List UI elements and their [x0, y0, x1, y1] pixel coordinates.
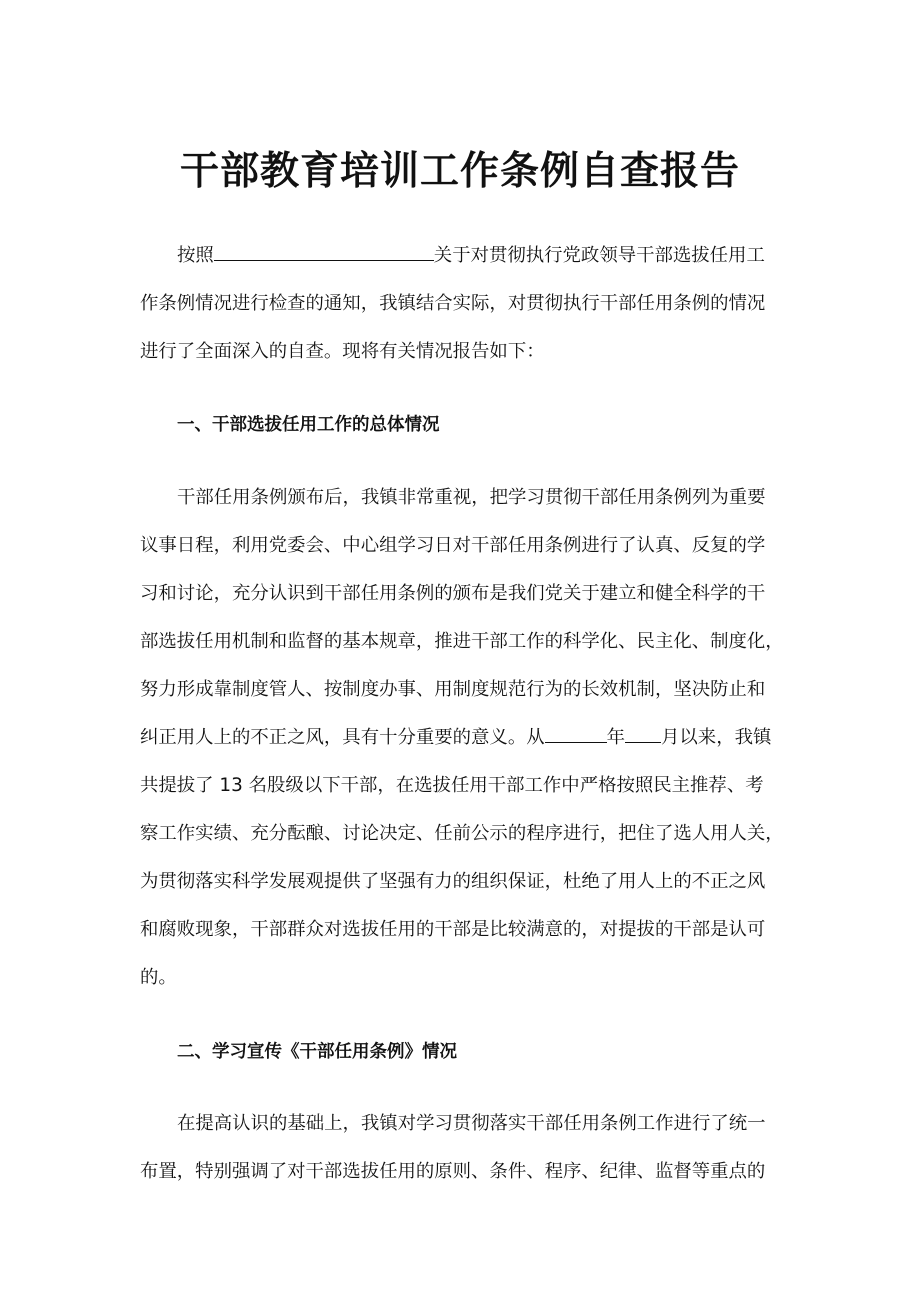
document-title: 干部教育培训工作条例自查报告: [179, 149, 740, 194]
section-1-line-6: [140, 726, 771, 750]
blank-field-month: [625, 726, 661, 743]
section-1-line-2: 议事日程，利用党委会、中心组学习日对干部任用条例进行了认真、反复的学: [140, 535, 766, 556]
intro-line-2: 作条例情况进行检查的通知，我镇结合实际，对贯彻执行干部任用条例的情况: [140, 293, 766, 314]
intro-line-3: 进行了全面深入的自查。现将有关情况报告如下：: [140, 341, 545, 362]
section-2-line-1: 在提高认识的基础上，我镇对学习贯彻落实干部任用条例工作进行了统一: [177, 1113, 766, 1134]
section-2-heading: 二、学习宣传《干部任用条例》情况: [177, 1042, 457, 1062]
section-1-line-6-prefix: 纠正用人上的不正之风，具有十分重要的意义。从: [140, 727, 545, 748]
section-2-line-2: 布置，特别强调了对干部选拔任用的原则、条件、程序、纪律、监督等重点的: [140, 1161, 766, 1182]
intro-line-1-prefix: 按照: [177, 245, 214, 266]
section-1-line-9: 为贯彻落实科学发展观提供了坚强有力的组织保证，杜绝了用人上的不正之风: [140, 871, 766, 892]
month-suffix: 月以来，我镇: [661, 727, 772, 748]
section-1-heading: 一、干部选拔任用工作的总体情况: [177, 415, 440, 435]
year-label: 年: [606, 727, 626, 748]
section-1-line-7: 共提拔了 13 名股级以下干部，在选拔任用干部工作中严格按照民主推荐、考: [140, 775, 764, 796]
intro-line-1: [177, 244, 765, 268]
section-1-line-11: 的。: [140, 967, 177, 988]
section-1-line-1: 干部任用条例颁布后，我镇非常重视，把学习贯彻干部任用条例列为重要: [177, 487, 766, 508]
section-1-line-8: 察工作实绩、充分酝酿、讨论决定、任前公示的程序进行，把住了选人用人关，: [140, 823, 784, 844]
blank-field-year: [545, 726, 607, 743]
section-1-line-5: 努力形成靠制度管人、按制度办事、用制度规范行为的长效机制，坚决防止和: [140, 679, 766, 700]
section-1-line-10: 和腐败现象，干部群众对选拔任用的干部是比较满意的，对提拔的干部是认可: [140, 919, 766, 940]
intro-line-1-suffix: 关于对贯彻执行党政领导干部选拔任用工: [433, 245, 765, 266]
section-1-line-4: 部选拔任用机制和监督的基本规章，推进干部工作的科学化、民主化、制度化，: [140, 631, 784, 652]
section-1-line-3: 习和讨论，充分认识到干部任用条例的颁布是我们党关于建立和健全科学的干: [140, 583, 766, 604]
blank-field-issuer: [214, 244, 434, 261]
